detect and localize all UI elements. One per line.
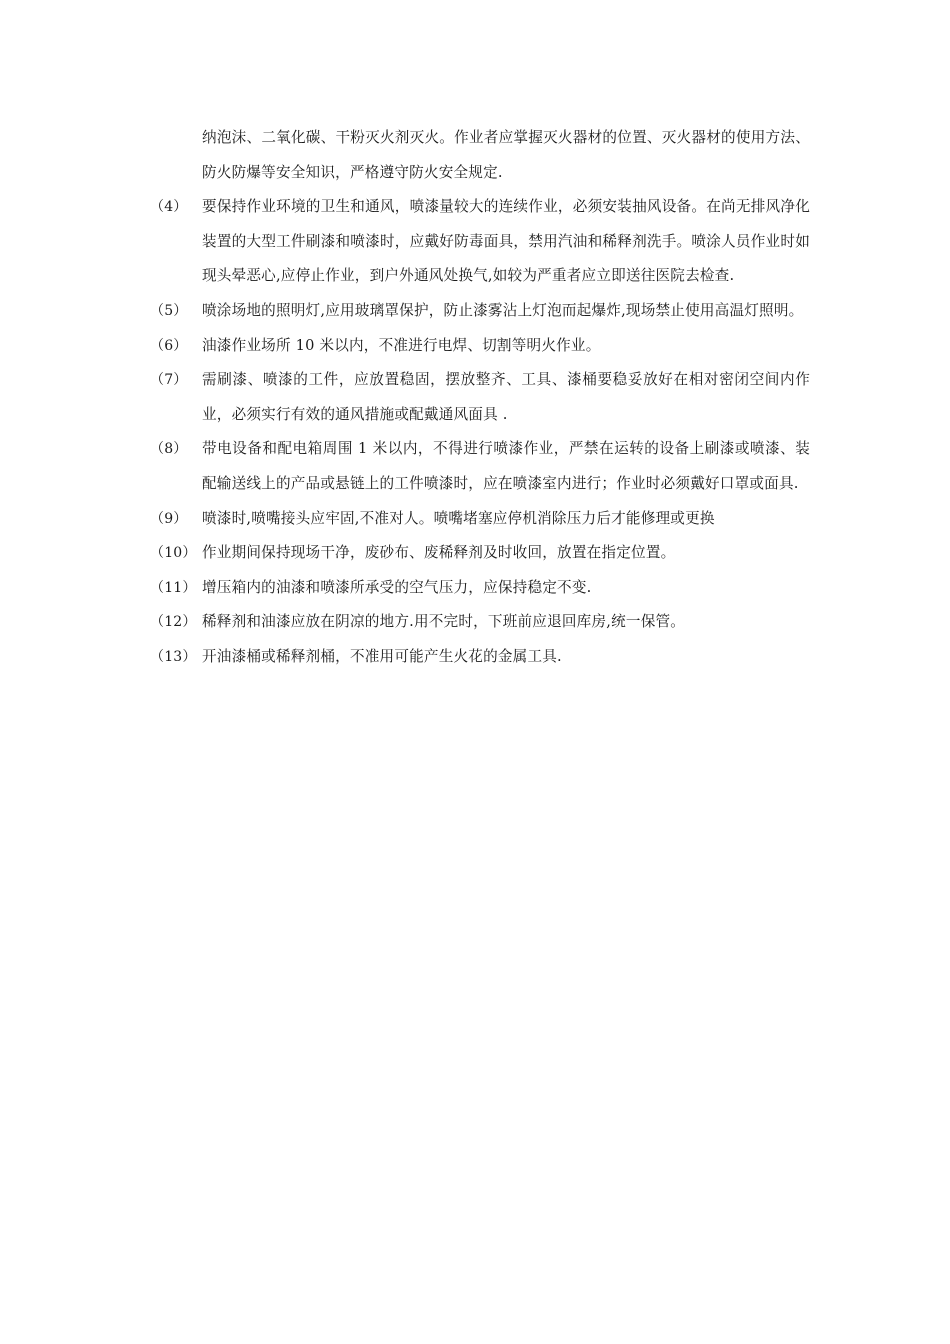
continuation-paragraph bbox=[150, 121, 810, 190]
item-number: （8） bbox=[150, 441, 188, 458]
list-item bbox=[150, 536, 810, 571]
item-text: 油漆作业场所 10 米以内，不准进行电焊、切割等明火作业。 bbox=[202, 336, 601, 354]
list-item bbox=[150, 605, 810, 640]
item-number: （9） bbox=[150, 510, 188, 527]
item-number: （10） bbox=[150, 545, 197, 562]
list-item bbox=[150, 294, 810, 329]
item-number: （6） bbox=[150, 337, 188, 354]
item-number: （11） bbox=[150, 579, 197, 596]
list-item bbox=[150, 363, 810, 432]
item-text: 带电设备和配电箱周围 1 米以内，不得进行喷漆作业，严禁在运转的设备上刷漆或喷漆、装配输送线上的产品或悬链上的工件喷漆时，应在喷漆室内进行；作业时必须戴好口罩或面具. bbox=[202, 440, 810, 492]
list-item bbox=[150, 640, 810, 675]
item-number: （4） bbox=[150, 199, 188, 216]
list-item bbox=[150, 571, 810, 606]
list-item bbox=[150, 502, 810, 537]
item-text: 稀释剂和油漆应放在阴凉的地方.用不完时，下班前应退回库房,统一保管。 bbox=[202, 613, 686, 631]
item-text: 开油漆桶或稀释剂桶，不准用可能产生火花的金属工具. bbox=[202, 647, 562, 665]
item-number: （7） bbox=[150, 372, 188, 389]
list-item bbox=[150, 432, 810, 501]
document-body bbox=[150, 121, 810, 675]
item-number: （13） bbox=[150, 648, 197, 665]
item-text: 要保持作业环境的卫生和通风，喷漆量较大的连续作业，必须安装抽风设备。在尚无排风净化装置的大型工件刷漆和喷漆时，应戴好防毒面具，禁用汽油和稀释剂洗手。喷涂人员作业时如现头晕恶心,应停止作业，到户外通风处换气,如较为严重者应立即送往医院去检查. bbox=[202, 198, 810, 285]
paragraph-text: 纳泡沫、二氧化碳、干粉灭火剂灭火。作业者应掌握灭火器材的位置、灭火器材的使用方法、防火防爆等安全知识，严格遵守防火安全规定. bbox=[202, 129, 810, 181]
item-number: （5） bbox=[150, 302, 188, 319]
item-text: 增压箱内的油漆和喷漆所承受的空气压力，应保持稳定不变. bbox=[202, 578, 592, 596]
item-text: 需刷漆、喷漆的工件，应放置稳固，摆放整齐、工具、漆桶要稳妥放好在相对密闭空间内作业，必须实行有效的通风措施或配戴通风面具 . bbox=[202, 371, 810, 423]
list-item bbox=[150, 190, 810, 294]
item-text: 喷漆时,喷嘴接头应牢固,不准对人。喷嘴堵塞应停机消除压力后才能修理或更换 bbox=[202, 509, 715, 527]
item-number: （12） bbox=[150, 614, 197, 631]
item-text: 作业期间保持现场干净，废砂布、废稀释剂及时收回，放置在指定位置。 bbox=[202, 544, 676, 562]
item-text: 喷涂场地的照明灯,应用玻璃罩保护，防止漆雾沾上灯泡而起爆炸,现场禁止使用高温灯照明。 bbox=[202, 301, 804, 319]
list-item bbox=[150, 329, 810, 364]
